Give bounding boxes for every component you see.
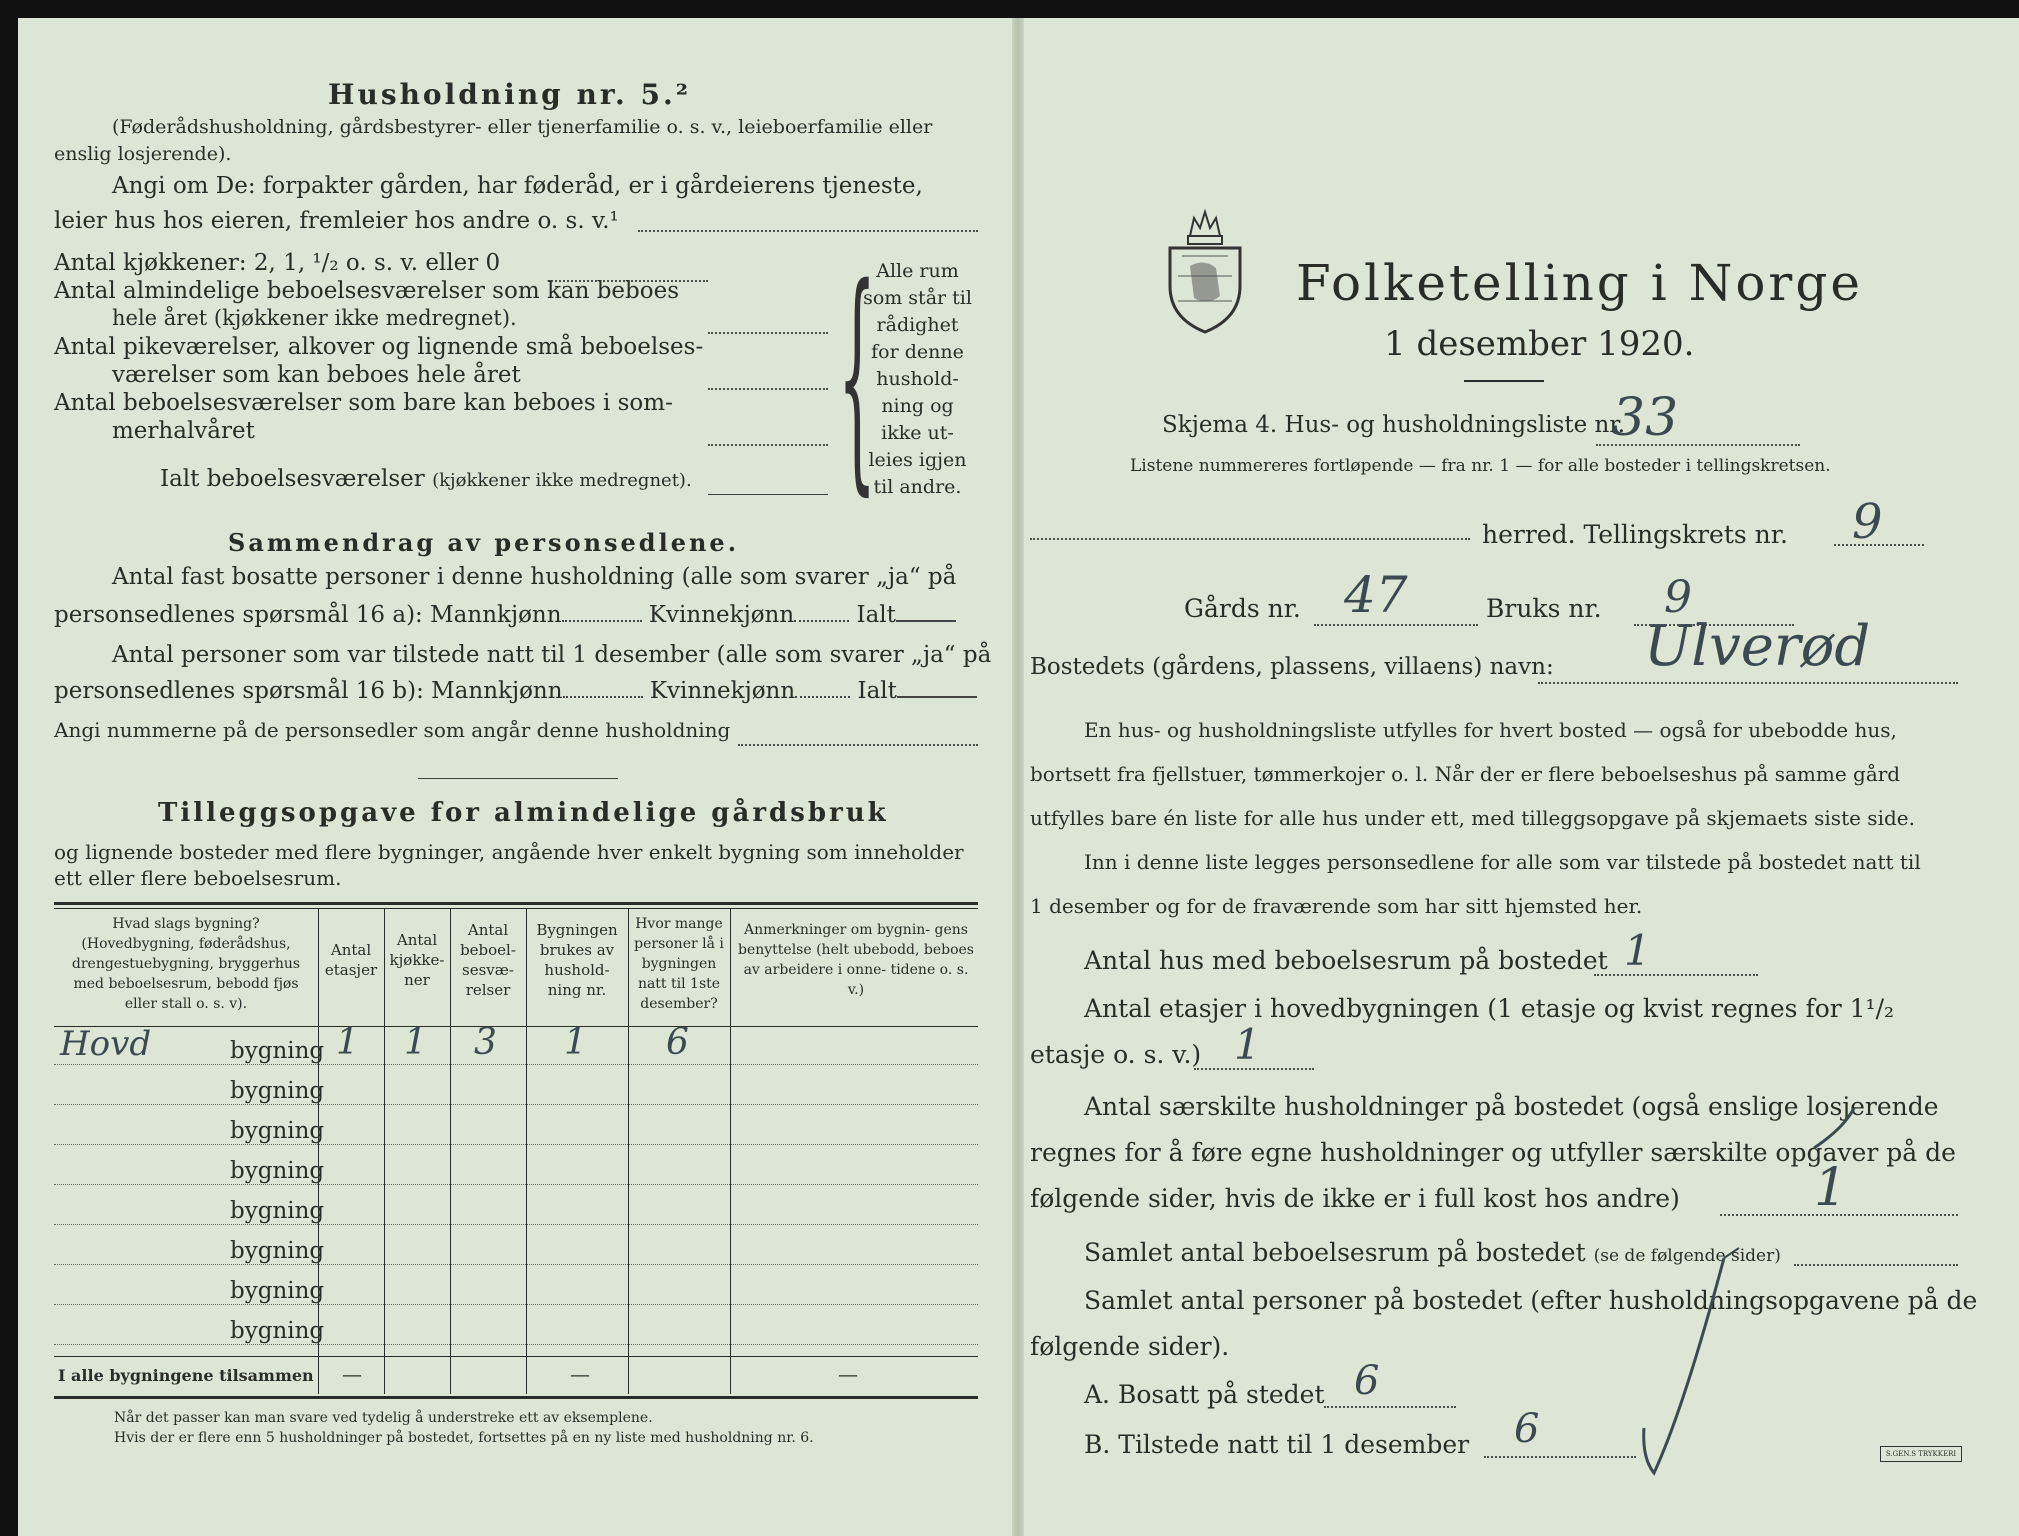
listene-note: Listene nummereres fortløpende — fra nr. 1 — for alle bosteder i tellingskretsen. bbox=[1130, 456, 1831, 476]
household-title: Husholdning nr. 5.² bbox=[328, 78, 692, 111]
row-line bbox=[54, 1144, 978, 1145]
bosatt-value: 6 bbox=[1354, 1358, 1380, 1404]
household-intro-2: enslig losjerende). bbox=[54, 143, 232, 165]
skjema-label: Skjema 4. Hus- og husholdningsliste nr. bbox=[1162, 412, 1626, 438]
rooms-brace: { bbox=[838, 236, 877, 516]
footnote-1: Når det passer kan man svare ved tydelig å understreke ett av eksemplene. bbox=[114, 1410, 653, 1426]
brace-note-line: Alle rum bbox=[876, 260, 959, 282]
total-dash-husholdning: — bbox=[570, 1362, 590, 1386]
ialt-rooms-line bbox=[708, 494, 828, 495]
table-row bbox=[18, 1310, 1012, 1350]
table-header-personer: Hvor mange personer lå i bygningen natt til 1ste desember? bbox=[634, 916, 724, 1012]
summary-line-5: Angi nummerne på de personsedler som angår denne husholdning bbox=[54, 718, 731, 742]
husholdninger-line-1: Antal særskilte husholdninger på bostedet (også enslige losjerende bbox=[1084, 1092, 1939, 1121]
husholdninger-line-3: følgende sider, hvis de ikke er i full kost hos andre) bbox=[1030, 1184, 1680, 1213]
row-type-value: Hovd bbox=[60, 1024, 152, 1064]
info-line-1: En hus- og husholdningsliste utfylles for hvert bosted — også for ubebodde hus, bbox=[1084, 718, 1897, 742]
form-title: Folketelling i Norge bbox=[1296, 254, 1863, 312]
table-header-anmerkninger: Anmerkninger om bygnin- gens benyttelse (helt ubebodd, beboes av arbeidere i onne- tidene o. s. v.) bbox=[737, 922, 974, 998]
summary-line-3: Antal personer som var tilstede natt til 1 desember (alle som svarer „ja“ på bbox=[112, 642, 992, 668]
tillegg-line-1: og lignende bosteder med flere bygninger, angående hver enkelt bygning som inneholder bbox=[54, 840, 964, 864]
summary-mann-label: personsedlenes spørsmål 16 a): Mannkjønn bbox=[54, 602, 562, 628]
summary-kvinne-label-2: Kvinnekjønn bbox=[649, 678, 796, 704]
table-header-etasjer: Antal etasjer bbox=[324, 941, 378, 979]
row-personer-value: 6 bbox=[666, 1022, 689, 1063]
row-bygning-label: bygning bbox=[230, 1038, 325, 1064]
summary-mann-label-2: personsedlenes spørsmål 16 b): Mannkjønn bbox=[54, 678, 563, 704]
husholdninger-value: 1 bbox=[1814, 1158, 1848, 1218]
room-fill-line bbox=[708, 444, 828, 446]
table-row bbox=[18, 1230, 1012, 1270]
antal-hus-value: 1 bbox=[1624, 926, 1651, 975]
section-divider bbox=[418, 778, 618, 779]
info-line-2: bortsett fra fjellstuer, tømmerkojer o. l. Når der er flere beboelseshus på samme gård bbox=[1030, 762, 1901, 786]
tilstede-value: 6 bbox=[1514, 1406, 1540, 1452]
scan-border-left bbox=[0, 0, 18, 1536]
samlet-pers-line-2: følgende sider). bbox=[1030, 1332, 1230, 1361]
coat-of-arms-icon bbox=[1160, 206, 1250, 336]
brace-note-line: ning og bbox=[881, 395, 954, 417]
table-row bbox=[18, 1190, 1012, 1230]
info-line-5: 1 desember og for de fraværende som har sitt hjemsted her. bbox=[1030, 894, 1643, 918]
form-date: 1 desember 1920. bbox=[1384, 324, 1695, 364]
gards-nr-line bbox=[1314, 624, 1478, 626]
bosatt-label: A. Bosatt på stedet bbox=[1084, 1380, 1325, 1409]
angi-fill-line bbox=[638, 230, 978, 232]
footnote-2: Hvis der er flere enn 5 husholdninger på bostedet, fortsettes på en ny liste med husholdning nr. 6. bbox=[114, 1430, 814, 1446]
row-line bbox=[54, 1224, 978, 1225]
table-row bbox=[18, 1150, 1012, 1190]
row-bygning-label: bygning bbox=[230, 1118, 325, 1144]
room-line-pike-2: værelser som kan beboes hele året bbox=[112, 362, 521, 388]
summary-kvinne-label: Kvinnekjønn bbox=[648, 602, 795, 628]
herred-fill-line bbox=[1030, 538, 1470, 540]
row-line bbox=[54, 1104, 978, 1105]
row-bygning-label: bygning bbox=[230, 1158, 325, 1184]
scan-border-top bbox=[0, 0, 2019, 18]
room-line-pike-1: Antal pikeværelser, alkover og lignende små beboelses- bbox=[54, 334, 704, 360]
ialt-rooms-label bbox=[160, 466, 692, 492]
skjema-nr-line bbox=[1596, 444, 1800, 446]
angi-line-1: Angi om De: forpakter gården, har føderåd, er i gårdeierens tjeneste, bbox=[112, 173, 923, 199]
row-bygning-label: bygning bbox=[230, 1198, 325, 1224]
bosted-name-line bbox=[1538, 682, 1958, 684]
gards-label: Gårds nr. bbox=[1184, 594, 1301, 623]
bosatt-fill-line bbox=[1324, 1406, 1456, 1408]
tilstede-label: B. Tilstede natt til 1 desember bbox=[1084, 1430, 1470, 1459]
tillegg-title: Tilleggsopgave for almindelige gårdsbruk bbox=[158, 798, 889, 828]
samlet-pers-line-1: Samlet antal personer på bostedet (efter husholdningsopgavene på de bbox=[1084, 1286, 1978, 1315]
table-header-bottom bbox=[54, 1026, 978, 1027]
room-line-som-1: Antal beboelsesværelser som bare kan beboes i som- bbox=[54, 390, 673, 416]
brace-note-line: ikke ut- bbox=[881, 422, 954, 444]
samlet-rom-note: (se de følgende sider) bbox=[1593, 1246, 1781, 1266]
room-line-kjokken: Antal kjøkkener: 2, 1, ¹/₂ o. s. v. eller 0 bbox=[54, 250, 501, 276]
table-bottom-line bbox=[54, 1396, 978, 1399]
samlet-rom-text: Samlet antal beboelsesrum på bostedet bbox=[1084, 1238, 1586, 1267]
ialt-rooms-note: (kjøkkener ikke medregnet). bbox=[432, 470, 692, 491]
table-header-type: Hvad slags bygning? (Hovedbygning, føderådshus, drengestuebygning, bryggerhus med beboelsesrum, bebodd fjøs eller stall o. s. v). bbox=[71, 916, 301, 1012]
table-header-kjokkener: Antal kjøkke- ner bbox=[389, 931, 445, 989]
antal-hus-line bbox=[1594, 974, 1758, 976]
herred-label: herred. Tellingskrets nr. bbox=[1482, 520, 1788, 549]
left-page bbox=[18, 18, 1012, 1536]
nummerne-fill-line bbox=[738, 744, 978, 746]
row-bygning-label: bygning bbox=[230, 1318, 325, 1344]
brace-note-line: hushold- bbox=[876, 368, 959, 390]
ialt-rooms-text: Ialt beboelsesværelser bbox=[160, 466, 425, 492]
table-row bbox=[18, 1110, 1012, 1150]
brace-note-line: rådighet bbox=[876, 314, 959, 336]
row-etasjer-value: 1 bbox=[336, 1022, 359, 1063]
etasjer-line-2: etasje o. s. v.) bbox=[1030, 1040, 1202, 1069]
table-header-vaerelser: Antal beboel- sesvæ- relser bbox=[460, 921, 516, 999]
row-line bbox=[54, 1064, 978, 1065]
row-bygning-label: bygning bbox=[230, 1078, 325, 1104]
printer-stamp: S.GEN.S TRYKKERI bbox=[1880, 1446, 1962, 1462]
husholdninger-line-2: regnes for å føre egne husholdninger og utfyller særskilte opgaver på de bbox=[1030, 1138, 1956, 1167]
room-line-alm-2: hele året (kjøkkener ikke medregnet). bbox=[112, 306, 517, 330]
table-total-label: I alle bygningene tilsammen bbox=[58, 1366, 314, 1385]
tillegg-line-2: ett eller flere beboelsesrum. bbox=[54, 866, 342, 890]
row-bygning-label: bygning bbox=[230, 1278, 325, 1304]
bruks-nr-value: 9 bbox=[1664, 572, 1692, 623]
household-intro: (Føderådshusholdning, gårdsbestyrer- eller tjenerfamilie o. s. v., leieboerfamilie eller bbox=[112, 116, 933, 138]
room-line-som-2: merhalvåret bbox=[112, 418, 255, 444]
total-dash-anmerkninger: — bbox=[838, 1362, 858, 1386]
skjema-nr-value: 33 bbox=[1612, 388, 1679, 448]
summary-line-4 bbox=[54, 678, 977, 704]
summary-line-2 bbox=[54, 602, 956, 628]
etasjer-fill-line bbox=[1194, 1068, 1314, 1070]
row-line bbox=[54, 1184, 978, 1185]
bruks-label: Bruks nr. bbox=[1486, 594, 1602, 623]
bosted-label: Bostedets (gårdens, plassens, villaens) navn: bbox=[1030, 654, 1554, 680]
antal-hus-label: Antal hus med beboelsesrum på bostedet bbox=[1084, 946, 1608, 975]
info-line-4: Inn i denne liste legges personsedlene for alle som var tilstede på bostedet natt til bbox=[1084, 850, 1921, 874]
etasjer-value: 1 bbox=[1234, 1020, 1261, 1069]
row-vaerelser-value: 3 bbox=[474, 1022, 497, 1063]
brace-note-line: som står til bbox=[863, 287, 972, 309]
table-row bbox=[18, 1070, 1012, 1110]
check-mark-strokes bbox=[1614, 1108, 1914, 1478]
table-header-husholdning: Bygningen brukes av hushold- ning nr. bbox=[536, 921, 618, 999]
summary-ialt-label: Ialt bbox=[856, 602, 896, 628]
page-fold bbox=[1012, 18, 1024, 1536]
summary-line-1: Antal fast bosatte personer i denne husholdning (alle som svarer „ja“ på bbox=[112, 564, 957, 590]
angi-line-2: leier hus hos eieren, fremleier hos andre o. s. v.¹ bbox=[54, 208, 619, 234]
row-husholdning-value: 1 bbox=[564, 1022, 587, 1063]
brace-note-line: leies igjen bbox=[868, 449, 967, 471]
title-underline bbox=[1464, 380, 1544, 382]
room-fill-line bbox=[708, 332, 828, 334]
room-fill-line bbox=[708, 388, 828, 390]
row-line bbox=[54, 1304, 978, 1305]
krets-nr-line bbox=[1834, 544, 1924, 546]
table-total-top bbox=[54, 1356, 978, 1357]
brace-note-line: for denne bbox=[871, 341, 964, 363]
right-page bbox=[1024, 18, 2019, 1536]
etasjer-line-1: Antal etasjer i hovedbygningen (1 etasje og kvist regnes for 1¹/₂ bbox=[1084, 994, 1895, 1023]
room-line-alm-1: Antal almindelige beboelsesværelser som kan beboes bbox=[54, 278, 680, 304]
total-dash-etasjer: — bbox=[342, 1362, 362, 1386]
brace-note-line: til andre. bbox=[873, 476, 962, 498]
row-bygning-label: bygning bbox=[230, 1238, 325, 1264]
row-kjokkener-value: 1 bbox=[404, 1022, 427, 1063]
table-row bbox=[18, 1270, 1012, 1310]
table-top-line bbox=[54, 902, 978, 905]
table-row bbox=[18, 1022, 1012, 1070]
brace-note bbox=[860, 258, 975, 501]
summary-ialt-label-2: Ialt bbox=[857, 678, 897, 704]
krets-nr-value: 9 bbox=[1852, 494, 1883, 550]
gards-nr-value: 47 bbox=[1344, 566, 1408, 624]
bosted-name-value: Ulverød bbox=[1644, 614, 1871, 679]
info-line-3: utfylles bare én liste for alle hus under ett, med tilleggsopgave på skjemaets siste side. bbox=[1030, 806, 1915, 830]
table-top-line-2 bbox=[54, 908, 978, 909]
summary-title: Sammendrag av personsedlene. bbox=[228, 528, 740, 557]
row-line bbox=[54, 1344, 978, 1345]
row-line bbox=[54, 1264, 978, 1265]
